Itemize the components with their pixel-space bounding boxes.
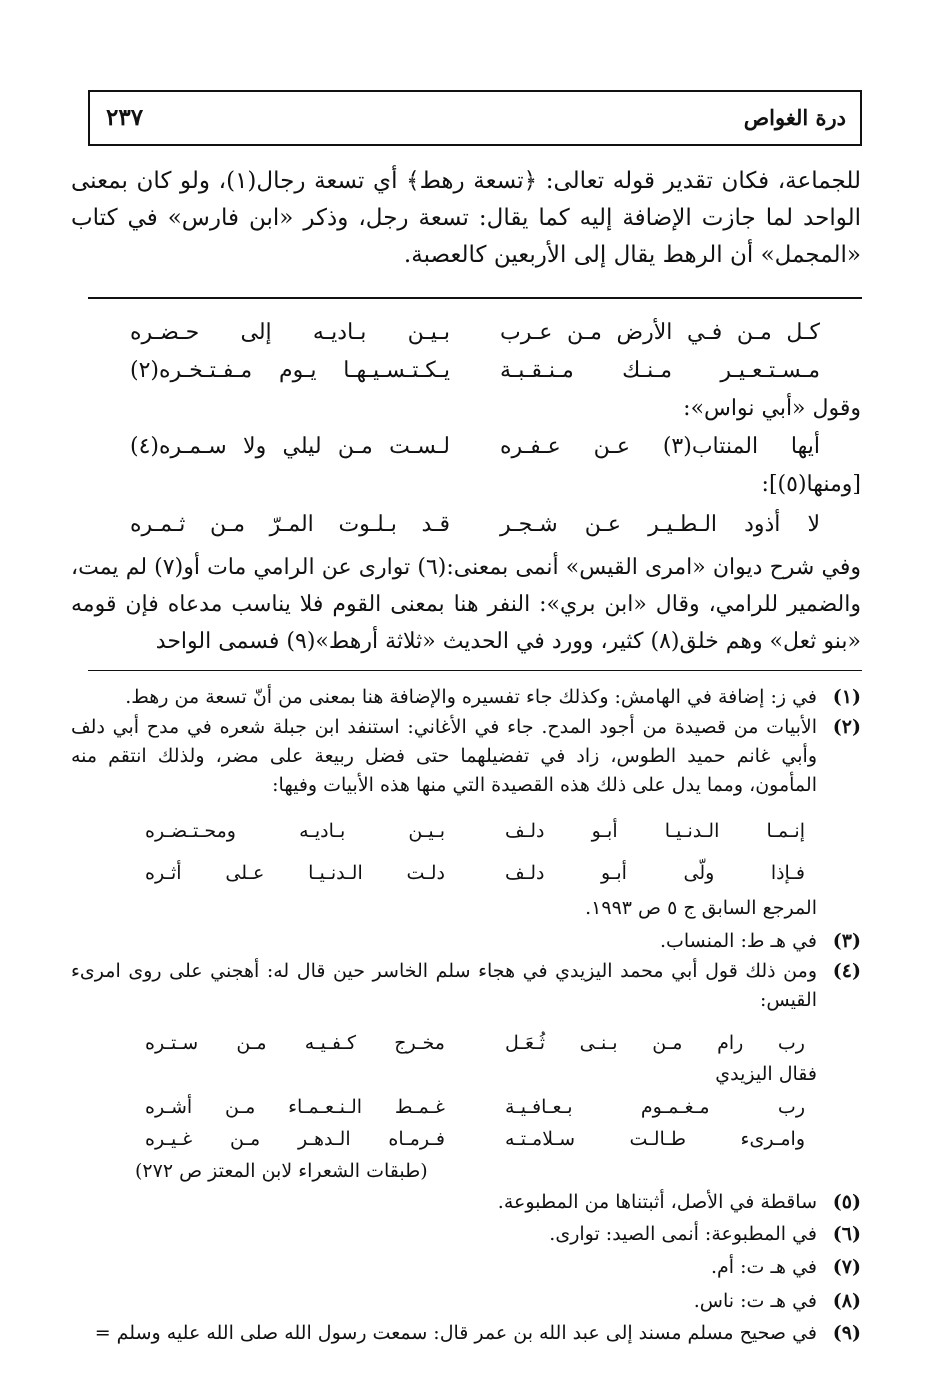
text-divider [88, 297, 862, 299]
footnote-number: (١) [832, 686, 861, 708]
verse-hemistich: بـيـن بـاديـه ومحـتـضـره [145, 820, 445, 842]
footnote-number: (٣) [832, 930, 861, 952]
page-number: ٢٣٧ [106, 104, 144, 131]
book-title: درة الغواص [743, 105, 846, 130]
main-paragraph: للجماعة، فكان تقدير قوله تعالى: ﴿تسعة رهط﴾ أي تسعة رجال(١)، ولو كان بمعنى الواحد لما جازت الإضافة إليه كما يقال: تسعة رجل، وذكر «ابن فارس» في كتاب «المجمل» أن الرهط يقال إلى الأربعين كالعصبة. [71, 168, 861, 268]
footnote-number: (٨) [832, 1290, 861, 1312]
verse-hemistich: مـسـتـعـيـر مـنـك مـنـقـبـة [500, 358, 820, 383]
running-header [88, 90, 862, 146]
footnote-verse [145, 1032, 805, 1062]
footnote-2 [71, 713, 861, 800]
footnote-6 [71, 1220, 861, 1249]
verse-hemistich: لـسـت مـن ليلي ولا سـمـره(٤) [130, 434, 450, 459]
verse-line-3 [130, 434, 820, 470]
footnote-5 [71, 1188, 861, 1217]
verse-hemistich: رب رام مـن بـنـى ثُـعَـل [505, 1032, 805, 1054]
footnote-4 [71, 957, 861, 1015]
footnote-reference: المرجع السابق ج ٥ ص ١٩٩٣. [585, 897, 817, 919]
footnote-7 [71, 1253, 861, 1282]
verse-hemistich: أيها المنتاب(٣) عـن عـفـره [500, 434, 820, 459]
footnote-verse [145, 820, 805, 850]
verse-hemistich: دلـت الـدنـيـا عـلى أثـره [145, 862, 445, 884]
footnote-text: ومن ذلك قول أبي محمد اليزيدي في هجاء سلم الخاسر حين قال له: أهجني على روى امرىء القيس: [71, 960, 817, 1011]
verse-hemistich: مخـرج كـفـيـه مـن سـتـره [145, 1032, 445, 1054]
verse-line-1 [130, 320, 820, 356]
verse-line-4 [130, 512, 820, 548]
footnote-number: (٤) [832, 960, 861, 982]
verse-hemistich: لا أذود الـطـيـر عـن شـجـر [500, 512, 820, 537]
footnote-9 [71, 1319, 861, 1348]
verse-hemistich: وامـرىء طـالـت سـلامـتـه [505, 1128, 805, 1150]
footnote-text: في هـ ط: المنساب. [659, 930, 817, 952]
footnote-text: في المطبوعة: أنمى الصيد: توارى. [549, 1223, 817, 1245]
footnote-verse [145, 1128, 805, 1158]
footnote-8 [71, 1287, 861, 1316]
verse-hemistich: فـرمـاه الـدهـر مـن غـيـره [145, 1128, 445, 1150]
verse-hemistich: بـيـن بـاديـه إلى حـضـره [130, 320, 450, 345]
verse-hemistich: كـل مـن فـي الأرض مـن عـرب [500, 320, 820, 345]
verse-hemistich: يـكـتـسـيـهـا يـوم مـفـتـخـره(٢) [130, 358, 450, 383]
footnote-text: في هـ ت: أم. [711, 1256, 817, 1278]
footnote-divider [88, 670, 862, 671]
footnote-number: (٩) [832, 1322, 861, 1344]
footnote-text: الأبيات من قصيدة من أجود المدح. جاء في الأغاني: استنفد ابن جبلة شعره في مدح أبي دلف وأبي غانم حميد الطوس، زاد في تفضيلهما حتى فضل ربيعة على مضر، ولذلك انتقم منه المأمون، ومما يدل على ذلك هذه القصيدة التي منها هذه الأبيات وفيها: [71, 716, 817, 796]
footnote-text: في صحيح مسلم مسند إلى عبد الله بن عمر قال: سمعت رسول الله صلى الله عليه وسلم = [94, 1322, 817, 1344]
footnote-number: (٧) [832, 1256, 861, 1278]
footnote-1 [71, 683, 861, 712]
verse-hemistich: فـإذا ولّى أبـو دلـف [505, 862, 805, 884]
footnote-text: في هـ ت: ناس. [693, 1290, 817, 1312]
verse-hemistich: إنـمـا الـدنـيـا أبـو دلـف [505, 820, 805, 842]
footnote-reference: (طبقات الشعراء لابن المعتز ص ٢٧٢) [135, 1160, 428, 1182]
main-paragraph-2: وفي شرح ديوان «امرى القيس» أنمى بمعنى:(٦) توارى عن الرامي مات أو(٧) لم يمت، والضمير للرامي، وقال «ابن بري»: النفر هنا بمعنى القوم فلا يناسب مدعاه فإن قومه «بنو ثعل» وهم خلق(٨) كثير، وورد في الحديث «ثلاثة أرهط»(٩) فسمى الواحد [71, 555, 861, 654]
verse-intro: [ومنها(٥)]: [761, 472, 861, 497]
verse-intro: وقول «أبي نواس»: [683, 396, 861, 421]
footnote-verse [145, 1096, 805, 1126]
verse-hemistich: رب مـغـمـوم بـعـافـيـة [505, 1096, 805, 1118]
footnote-number: (٦) [832, 1223, 861, 1245]
footnote-text: ساقطة في الأصل، أثبتناها من المطبوعة. [497, 1191, 817, 1213]
footnote-verse-intro: فقال اليزيدي [715, 1063, 817, 1085]
footnote-3 [71, 927, 861, 956]
footnote-number: (٢) [832, 716, 861, 738]
footnote-verse [145, 862, 805, 892]
footnote-number: (٥) [832, 1191, 861, 1213]
footnote-text: في ز: إضافة في الهامش: وكذلك جاء تفسيره والإضافة هنا بمعنى من أنّ تسعة من رهط. [125, 686, 817, 708]
verse-hemistich: قـد بـلـوت المـرّ مـن ثـمـره [130, 512, 450, 537]
verse-hemistich: غـمـط الـنـعـمـاء مـن أشـره [145, 1096, 445, 1118]
verse-line-2 [130, 358, 820, 394]
